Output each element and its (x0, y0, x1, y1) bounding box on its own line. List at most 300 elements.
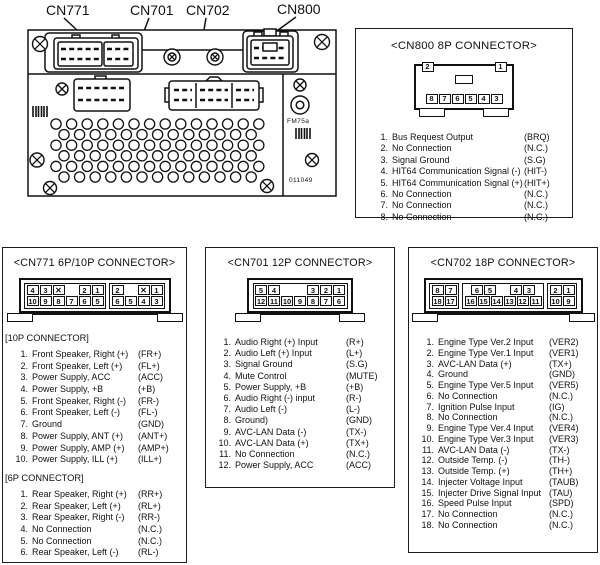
pin-num: 9. (426, 423, 434, 433)
pin-num: 1. (20, 349, 28, 359)
cn800-pin-diagram (414, 64, 514, 110)
pin-desc: Bus Request Output (392, 132, 474, 142)
pin-desc: Engine Type Ver.5 Input (438, 380, 534, 390)
pin-num: 7. (426, 401, 434, 412)
pin-code: (RL+) (138, 500, 161, 511)
pin-cell: 7 (439, 94, 451, 104)
pin-code: (HIT+) (524, 177, 550, 188)
pin-num: 4. (20, 523, 28, 534)
pin-desc: HIT64 Communication Signal (+) (392, 177, 523, 188)
pin-row (368, 155, 564, 166)
pin-desc: Ignition Pulse Input (438, 401, 515, 412)
connector-foot (419, 108, 445, 117)
pin-desc: Front Speaker, Right (-) (32, 395, 127, 406)
pin-cell: 6 (452, 94, 464, 104)
screw-icon (306, 154, 319, 167)
pin-num: 12. (218, 460, 231, 471)
cn800-title: <CN800 8P CONNECTOR> (390, 40, 537, 52)
pin-row-cells (431, 296, 457, 307)
pin-num: 8. (426, 412, 434, 423)
pin-desc: Power Supply, AMP (+) (32, 442, 125, 453)
pin-desc: No Connection (438, 519, 498, 530)
pin-num: 6. (20, 547, 28, 558)
pin-num: 3. (223, 359, 231, 370)
pin-code: (+B) (346, 381, 364, 392)
pin-code: (ANT+) (138, 430, 168, 441)
pin-row (415, 455, 593, 466)
pin-cell: 10 (551, 296, 560, 306)
pin-num: 5. (20, 535, 28, 546)
pin-row (415, 391, 593, 402)
pin-desc: Injecter Drive Signal Input (438, 487, 542, 498)
pin-desc: AVC-LAN Data (-) (235, 426, 307, 437)
pin-row-cells (255, 296, 346, 307)
pin-row-cells (255, 285, 346, 296)
pin-row (415, 520, 593, 531)
pin-code: (TAUB) (549, 476, 579, 487)
pin-num: 7. (380, 200, 388, 211)
pin-desc: Power Supply, ACC (32, 372, 111, 383)
pin-row (212, 404, 390, 415)
cn701-connector-panel (205, 247, 395, 488)
pin-row (9, 512, 182, 524)
pin-row (212, 359, 390, 370)
pin-code: (VER5) (549, 380, 579, 390)
pin-cell: 4 (510, 285, 522, 295)
pin-row (9, 501, 182, 513)
pin-row (212, 438, 390, 449)
pin-code: (RL-) (138, 547, 159, 558)
pin-desc: Power Supply, ILL (+) (32, 454, 118, 465)
connector-block (462, 283, 544, 309)
pin-code: (N.C.) (524, 200, 548, 211)
screw-icon (315, 35, 330, 50)
pin-code: (SPD) (549, 498, 574, 509)
pin-cell: 3 (151, 296, 163, 306)
pin-row (9, 443, 182, 455)
pin-desc: No Connection (438, 509, 498, 519)
pin-num: 2. (20, 500, 28, 511)
pin-row (415, 369, 593, 380)
head-unit-rear-view (0, 0, 345, 215)
pin-num: 10. (218, 437, 231, 448)
pin-code: (RR+) (138, 488, 163, 499)
pin-code: (TH-) (549, 455, 570, 466)
pin-code: (IG) (549, 401, 565, 412)
pin-cell: 8 (307, 296, 319, 306)
pin-cell: 7 (66, 296, 78, 306)
pin-code: (N.C.) (549, 412, 573, 423)
connector-foot (157, 313, 183, 322)
pin-num: 3. (380, 154, 388, 165)
pin-cell: 18 (433, 296, 442, 306)
pin-row (415, 402, 593, 413)
pin-num: 6. (380, 188, 388, 199)
pin-desc: No Connection (32, 523, 92, 534)
section-heading: [10P CONNECTOR] (5, 333, 89, 343)
antenna-jack (291, 96, 309, 114)
pin-cell: 3 (307, 285, 319, 295)
pin-row (9, 419, 182, 431)
pin-num: 3. (20, 512, 28, 523)
device-label-cn771: CN771 (46, 2, 90, 18)
pin-code: (TH+) (549, 466, 573, 476)
cn771-title: <CN771 6P/10P CONNECTOR> (13, 257, 176, 269)
pin-desc: Engine Type Ver.2 Input (438, 337, 534, 347)
pin-cell: 8 (426, 94, 438, 104)
pin-code: (BRQ) (524, 132, 550, 142)
pin-cell: 10 (282, 296, 292, 306)
pin-cell: 1 (495, 62, 507, 72)
pin-code: (VER3) (549, 433, 579, 444)
pin-cell: 12 (518, 296, 527, 306)
pin-cell: 5 (92, 296, 104, 306)
pin-code: (S.G) (524, 154, 546, 165)
pin-row (9, 396, 182, 408)
pin-cell: 9 (294, 296, 306, 306)
pin-cell: 2 (79, 285, 91, 295)
pin-desc: HIT64 Communication Signal (-) (392, 166, 521, 177)
pin-row-cells (549, 296, 575, 307)
pin-desc: Power Supply, +B (235, 381, 307, 392)
pin-desc: Power Supply, ACC (235, 460, 314, 471)
pin-cell: 11 (530, 296, 542, 306)
pin-row-cells (431, 285, 457, 296)
pin-desc: Audio Right (+) Input (235, 337, 318, 347)
pin-cell: 7 (445, 285, 457, 295)
pin-desc: Front Speaker, Left (-) (32, 407, 121, 418)
connector-foot (235, 313, 261, 322)
pin-row-cells (26, 296, 104, 307)
pin-code: (L+) (346, 348, 363, 359)
pin-row-cells (464, 285, 542, 296)
pin-code: (R-) (346, 392, 362, 403)
pin-code: (N.C.) (138, 523, 162, 534)
pin-num: 2. (20, 360, 28, 371)
pin-num: 8. (223, 415, 231, 426)
pin-cell: 1 (151, 285, 163, 295)
device-cn702-connector (165, 77, 263, 110)
cn701-title: <CN701 12P CONNECTOR> (227, 257, 373, 269)
connector-block (429, 283, 459, 309)
pin-code: (TX+) (346, 437, 369, 448)
pin-code: (+B) (138, 384, 156, 395)
pin-desc: Audio Left (+) Input (235, 348, 312, 359)
pin-desc: Injecter Voltage Input (438, 476, 523, 487)
pin-num: 2. (380, 143, 388, 154)
pin-num: 5. (223, 381, 231, 392)
pin-cell: 11 (268, 296, 280, 306)
pin-desc: No Connection (438, 412, 498, 423)
device-cn771-connector (54, 35, 138, 69)
pin-cell: 5 (255, 285, 267, 295)
pin-desc: AVC-LAN Data (-) (438, 444, 510, 455)
pin-code: (GND) (138, 419, 164, 430)
pin-num: 11. (219, 448, 231, 459)
pin-code: (FR+) (138, 349, 162, 359)
connector-block (109, 283, 165, 309)
pin-code: (N.C.) (549, 519, 573, 530)
pin-gap (281, 285, 293, 295)
pin-cell: 12 (256, 296, 266, 306)
pin-row (415, 412, 593, 423)
connector-foot (483, 108, 509, 117)
pin-row (368, 200, 564, 211)
pin-row (415, 337, 593, 348)
pin-code: (N.C.) (524, 143, 548, 154)
pin-code: (GND) (346, 415, 372, 426)
pin-row (415, 488, 593, 499)
pin-row-cells (111, 285, 163, 296)
pin-num: 3. (20, 372, 28, 383)
pin-cell: 8 (53, 296, 65, 306)
pin-cell: 4 (268, 285, 280, 295)
pin-row (9, 361, 182, 373)
screw-icon (33, 37, 48, 52)
pin-desc: AVC-LAN Data (+) (438, 358, 512, 369)
pin-num: 6. (426, 390, 434, 401)
serial-number: 011049 (289, 177, 313, 184)
pin-desc: Mute Control (235, 370, 287, 381)
pin-row (415, 509, 593, 520)
cn800-pin-list (356, 126, 572, 223)
pin-code: (S.G) (346, 359, 368, 370)
pin-desc: No Connection (32, 535, 92, 546)
pin-num: 4. (426, 369, 434, 380)
pin-cell: 6 (333, 296, 345, 306)
pin-num: 9. (20, 442, 28, 453)
pin-num: 12. (421, 455, 434, 466)
device-cn800-connector (247, 29, 293, 69)
pin-cell: 6 (112, 296, 124, 306)
pin-code: (N.C.) (524, 211, 548, 222)
pin-cell: 1 (92, 285, 104, 295)
cn771-10p-pin-list (3, 345, 186, 466)
pin-code: (RR-) (138, 512, 160, 523)
pin-cell: 2 (550, 285, 562, 295)
pin-code: (VER2) (549, 337, 579, 347)
screw-icon (294, 79, 306, 91)
cn702-pin-diagram (424, 278, 583, 323)
cn771-6p-pin-list (3, 485, 186, 559)
pin-code: (N.C.) (549, 509, 573, 519)
pin-num: 7. (20, 419, 28, 430)
screw-icon (30, 153, 44, 167)
pin-desc: Signal Ground (235, 359, 293, 370)
pin-row (9, 489, 182, 501)
pin-row (368, 189, 564, 200)
pin-desc: Power Supply, +B (32, 384, 104, 395)
pin-num: 4. (380, 166, 388, 177)
pin-code: (MUTE) (346, 370, 378, 381)
pin-cell: 7 (320, 296, 332, 306)
pin-row (9, 407, 182, 419)
pin-num: 11. (422, 444, 434, 455)
pin-code: (TX+) (549, 358, 572, 369)
pin-desc: No Connection (392, 211, 452, 222)
pin-code: (VER4) (549, 423, 579, 433)
pin-code: (TX-) (346, 426, 367, 437)
cn771-pin-diagram (19, 278, 171, 323)
pin-row (212, 427, 390, 438)
pin-row (212, 449, 390, 460)
pin-code: (N.C.) (524, 188, 548, 199)
device-label-cn701: CN701 (130, 2, 174, 18)
pin-row (368, 132, 564, 143)
pin-code: (HIT-) (524, 166, 547, 177)
pin-cell: 13 (505, 296, 514, 306)
cn771-section-10p (3, 333, 186, 466)
pin-code: (L-) (346, 404, 360, 415)
pin-desc: Rear Speaker, Left (-) (32, 547, 119, 558)
pin-row (212, 382, 390, 393)
pin-code: (TAU) (549, 487, 573, 498)
pin-cell: 17 (446, 296, 455, 306)
pin-cell: 6 (79, 296, 91, 306)
pin-cell: 2 (422, 62, 434, 72)
connector-foot (7, 313, 33, 322)
pin-desc: Rear Speaker, Right (+) (32, 488, 127, 499)
screw-icon (207, 49, 223, 65)
pin-num: 5. (20, 395, 28, 406)
screw-icon (261, 180, 274, 193)
pin-num: 10. (421, 433, 434, 444)
blocked-pin-cell: ✕ (53, 285, 65, 295)
pin-row (212, 393, 390, 404)
pin-row (415, 423, 593, 434)
pin-num: 2. (223, 348, 231, 359)
screw-icon (164, 49, 180, 65)
pin-cell: 1 (563, 285, 575, 295)
pin-row (415, 434, 593, 445)
pin-cell: 4 (478, 94, 490, 104)
cn701-pin-list (206, 333, 394, 471)
pin-desc: Outside Temp. (-) (438, 455, 508, 466)
pin-code: (FL+) (138, 360, 160, 371)
connector-foot (339, 313, 365, 322)
pin-desc: Engine Type Ver.4 Input (438, 423, 534, 433)
pin-desc: Speed Pulse Input (438, 498, 512, 509)
connector-frame (247, 278, 353, 313)
pin-gap (497, 285, 509, 295)
pin-row (415, 348, 593, 359)
cn702-connector-panel (408, 247, 598, 553)
pin-row (212, 337, 390, 348)
pin-row (212, 348, 390, 359)
pin-cell: 4 (27, 285, 39, 295)
pin-num: 1. (426, 337, 434, 347)
pin-num: 8. (380, 211, 388, 222)
pin-code: (ILL+) (138, 454, 162, 465)
pin-desc: Audio Right (-) input (235, 392, 316, 403)
cn701-pin-diagram (247, 278, 353, 323)
pin-row (415, 498, 593, 509)
device-cn701-connector (74, 76, 130, 111)
pin-cell: 9 (563, 296, 575, 306)
pin-desc: Ground (438, 369, 469, 380)
connector-foot (412, 313, 438, 322)
pin-cell: 5 (465, 94, 477, 104)
pin-desc: No Connection (438, 390, 498, 401)
pin-row (9, 384, 182, 396)
pin-cell: 5 (484, 285, 496, 295)
pin-cell: 2 (320, 285, 332, 295)
pin-gap (125, 285, 137, 295)
pin-cell: 16 (466, 296, 475, 306)
pin-row (415, 466, 593, 477)
pin-num: 1. (223, 337, 231, 347)
blocked-pin-cell: ✕ (138, 285, 150, 295)
pin-num: 13. (421, 466, 434, 476)
pin-num: 7. (223, 404, 231, 415)
screw-icon (44, 182, 57, 195)
pin-cell: 5 (125, 296, 137, 306)
device-label-cn800: CN800 (277, 1, 321, 17)
pin-desc: Signal Ground (392, 154, 450, 165)
pin-desc: Front Speaker, Left (+) (32, 360, 123, 371)
pin-desc: Rear Speaker, Left (+) (32, 500, 121, 511)
pin-row-cells (464, 296, 542, 307)
connector-base (235, 313, 365, 323)
pin-num: 5. (426, 380, 434, 390)
pin-desc: Power Supply, ANT (+) (32, 430, 123, 441)
pin-num: 5. (380, 177, 388, 188)
pin-cell: 3 (491, 94, 503, 104)
pin-row (415, 359, 593, 370)
pin-cell: 2 (112, 285, 124, 295)
pin-row (212, 415, 390, 426)
connector-foot (569, 313, 595, 322)
pin-num: 3. (426, 358, 434, 369)
pin-code: (FL-) (138, 407, 158, 418)
pin-desc: Outside Temp. (+) (438, 466, 510, 476)
pin-desc: Front Speaker, Right (+) (32, 349, 129, 359)
pin-row (415, 477, 593, 488)
pin-row-cells (26, 285, 104, 296)
pin-desc: AVC-LAN Data (+) (235, 437, 309, 448)
pin-cell: 3 (523, 285, 535, 295)
connector-block (253, 283, 348, 309)
pin-desc: Audio Left (-) (235, 404, 288, 415)
pin-row (9, 372, 182, 384)
pin-desc: No Connection (235, 448, 295, 459)
pin-row (9, 454, 182, 466)
cn771-section-6p (3, 473, 186, 559)
pin-row (9, 524, 182, 536)
cn702-pin-list (409, 333, 597, 531)
pin-code: (ACC) (346, 460, 371, 471)
cn800-connector-panel (355, 28, 573, 222)
pin-num: 14. (421, 476, 434, 487)
pin-cell: 15 (479, 296, 488, 306)
pin-num: 8. (20, 430, 28, 441)
pin-num: 6. (223, 392, 231, 403)
pin-cell: 9 (40, 296, 52, 306)
pin-cell: 6 (471, 285, 483, 295)
pin-code: (N.C.) (346, 448, 370, 459)
connector-block (24, 283, 106, 309)
pin-row (212, 460, 390, 471)
pin-code: (GND) (549, 369, 575, 380)
pin-row (9, 547, 182, 559)
pin-row (9, 349, 182, 361)
pin-num: 9. (223, 426, 231, 437)
antenna-label: FM75a (287, 118, 310, 125)
pin-code: (AMP+) (138, 442, 169, 453)
pin-desc: Ground) (235, 415, 269, 426)
pin-code: (R+) (346, 337, 364, 347)
pin-num: 1. (20, 488, 28, 499)
